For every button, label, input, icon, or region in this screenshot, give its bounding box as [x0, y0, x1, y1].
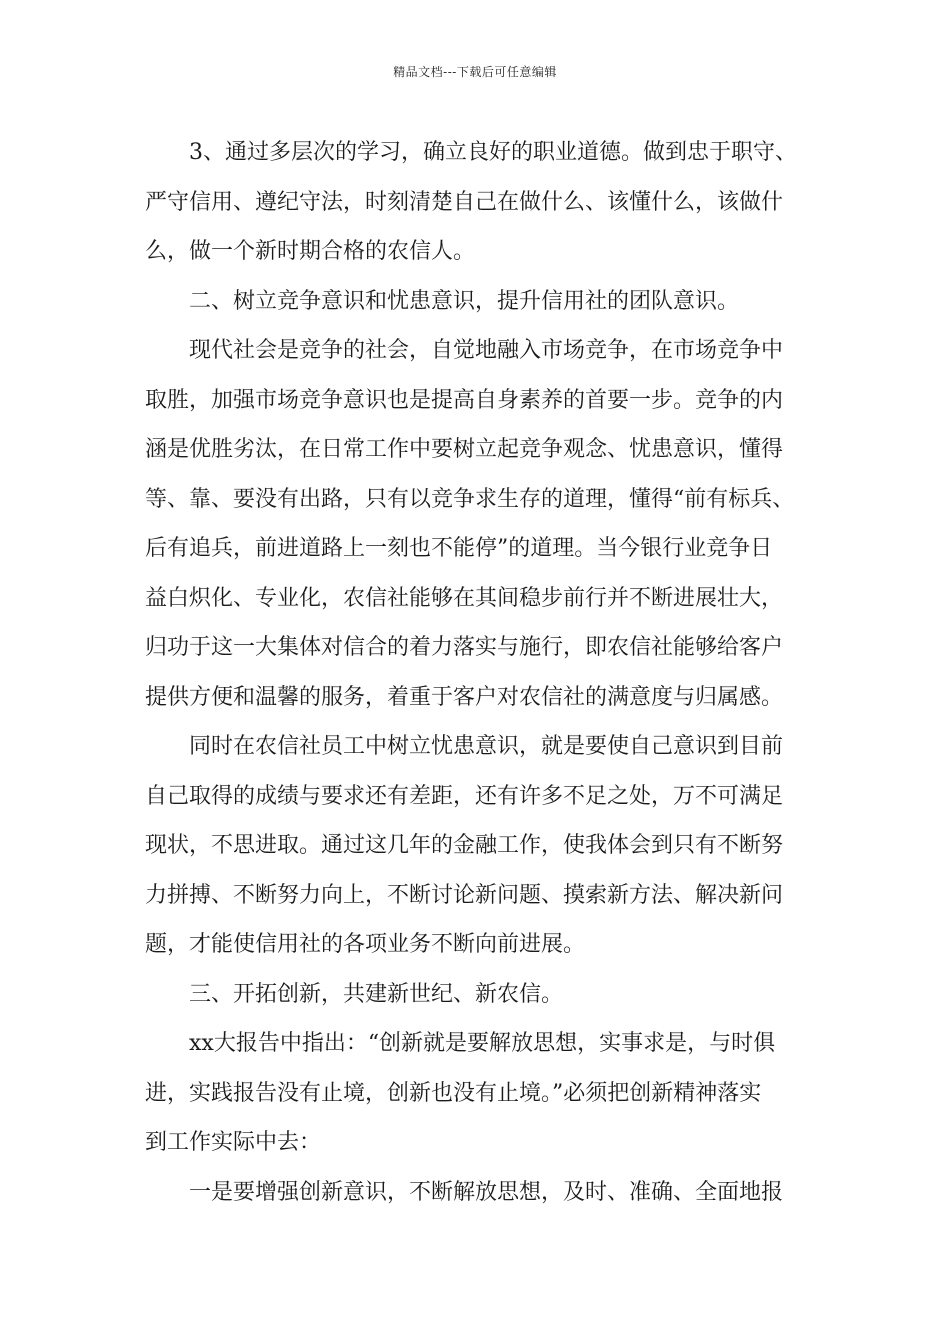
page-header: 精品文档---下载后可任意编辑 [393, 65, 557, 79]
text-line: 现代社会是竞争的社会，自觉地融入市场竞争，在市场竞争中 [189, 338, 784, 363]
text-line: 涵是优胜劣汰，在日常工作中要树立起竞争观念、忧患意识，懂得 [145, 437, 784, 462]
text-line: 一是要增强创新意识，不断解放思想，及时、准确、全面地报 [189, 1179, 784, 1205]
text-line: 力拼搏、不断努力向上，不断讨论新问题、摸索新方法、解决新问 [145, 882, 784, 908]
text-line: xx大报告中指出：“创新就是要解放思想，实事求是，与时俱 [189, 1031, 776, 1056]
document-body [145, 128, 835, 1217]
section-heading: 三、开拓创新，共建新世纪、新农信。 [189, 981, 564, 1007]
text-line: 提供方便和温馨的服务，着重于客户对农信社的满意度与归属感。 [145, 684, 784, 710]
text-line: 么，做一个新时期合格的农信人。 [145, 239, 476, 264]
text-line: 题，才能使信用社的各项业务不断向前进展。 [145, 932, 586, 957]
text-line: 自己取得的成绩与要求还有差距，还有许多不足之处，万不可满足 [145, 783, 784, 809]
text-line: 后有追兵，前进道路上一刻也不能停”的道理。当今银行业竞争日 [145, 536, 773, 561]
text-line: 进，实践报告没有止境，创新也没有止境。”必须把创新精神落实 [145, 1080, 762, 1106]
text-line: 3、通过多层次的学习，确立良好的职业道德。做到忠于职守、 [189, 140, 797, 165]
section-heading: 二、树立竞争意识和忧患意识，提升信用社的团队意识。 [189, 288, 740, 314]
text-line: 现状，不思进取。通过这几年的金融工作，使我体会到只有不断努 [145, 833, 784, 858]
text-line: 归功于这一大集体对信合的着力落实与施行，即农信社能够给客户 [145, 635, 784, 660]
text-line: 严守信用、遵纪守法，时刻清楚自己在做什么、该懂什么，该做什 [145, 189, 784, 215]
text-line: 益白炽化、专业化，农信社能够在其间稳步前行并不断进展壮大， [145, 585, 784, 611]
text-line: 同时在农信社员工中树立忧患意识，就是要使自己意识到目前 [189, 734, 784, 759]
text-line: 到工作实际中去： [145, 1130, 322, 1155]
text-line: 取胜，加强市场竞争意识也是提高自身素养的首要一步。竞争的内 [145, 387, 784, 413]
text-line: 等、靠、要没有出路，只有以竞争求生存的道理，懂得“前有标兵、 [145, 486, 795, 512]
